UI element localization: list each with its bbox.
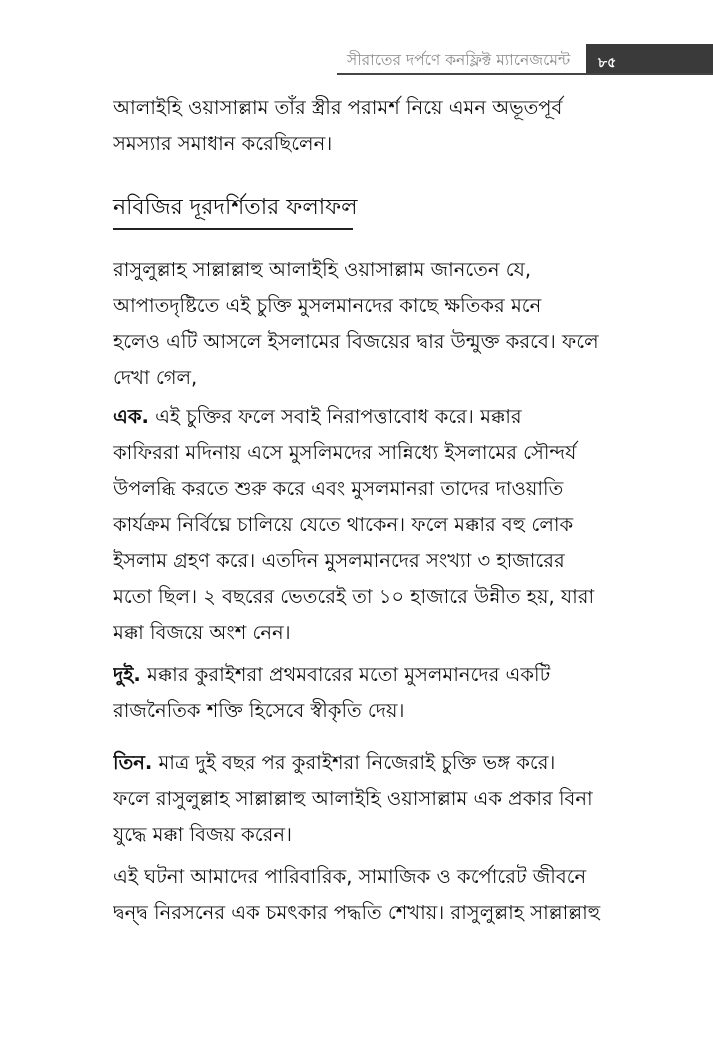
body-line bbox=[113, 748, 615, 778]
body-line: ফলে রাসুলুল্লাহ সাল্লাল্লাহু আলাইহি ওয়াসাল্লাম এক প্রকার বিনা bbox=[113, 787, 593, 810]
body-line: ইসলাম গ্রহণ করে। এতদিন মুসলমানদের সংখ্যা ৩ হাজারের bbox=[113, 549, 565, 572]
body-line bbox=[113, 402, 615, 432]
body-line: আপাতদৃষ্টিতে এই চুক্তি মুসলমানদের কাছে ক্ষতিকর মনে bbox=[113, 294, 542, 317]
body-line bbox=[113, 660, 615, 690]
body-line: রাসুলুল্লাহ সাল্লাল্লাহু আলাইহি ওয়াসাল্লাম জানতেন যে, bbox=[113, 258, 532, 281]
body-line: এই ঘটনা আমাদের পারিবারিক, সামাজিক ও কর্পোরেট জীবনে bbox=[113, 865, 587, 888]
running-header bbox=[337, 44, 713, 74]
body-line: উপলব্ধি করতে শুরু করে এবং মুসলমানরা তাদের দাওয়াতি bbox=[113, 477, 564, 500]
body-line: মক্কা বিজয়ে অংশ নেন। bbox=[113, 621, 291, 644]
body-line: যুদ্ধে মক্কা বিজয় করেন। bbox=[113, 823, 292, 846]
body-line: সমস্যার সমাধান করেছিলেন। bbox=[113, 132, 333, 155]
body-line: কার্যক্রম নির্বিঘ্নে চালিয়ে যেতে থাকেন। ফলে মক্কার বহু লোক bbox=[113, 513, 574, 536]
heading-underline bbox=[113, 228, 353, 230]
header-rule bbox=[337, 73, 713, 75]
point-text: এই চুক্তির ফলে সবাই নিরাপত্তাবোধ করে। মক্কার bbox=[148, 405, 522, 428]
page-number: ৮৫ bbox=[598, 55, 617, 71]
point-label: তিন. bbox=[113, 751, 153, 774]
page-number-box bbox=[586, 44, 713, 73]
body-line: দেখা গেল, bbox=[113, 366, 198, 389]
section-heading: নবিজির দূরদর্শিতার ফলাফল bbox=[113, 195, 358, 220]
body-line: আলাইহি ওয়াসাল্লাম তাঁর স্ত্রীর পরামর্শ নিয়ে এমন অভূতপূর্ব bbox=[113, 96, 563, 119]
body-line: দ্বন্দ্ব নিরসনের এক চমৎকার পদ্ধতি শেখায়। রাসুলুল্লাহ সাল্লাল্লাহু bbox=[113, 901, 601, 924]
point-label: এক. bbox=[113, 405, 149, 428]
body-line: মতো ছিল। ২ বছরের ভেতরেই তা ১০ হাজারে উন্নীত হয়, যারা bbox=[113, 585, 595, 608]
body-line: রাজনৈতিক শক্তি হিসেবে স্বীকৃতি দেয়। bbox=[113, 699, 405, 722]
body-line: কাফিররা মদিনায় এসে মুসলিমদের সান্নিধ্যে ইসলামের সৌন্দর্য bbox=[113, 441, 577, 464]
book-title: সীরাতের দর্পণে কনফ্লিক্ট ম্যানেজমেন্ট bbox=[347, 51, 571, 69]
body-line: হলেও এটি আসলে ইসলামের বিজয়ের দ্বার উন্মুক্ত করবে। ফলে bbox=[113, 330, 599, 353]
point-text: মাত্র দুই বছর পর কুরাইশরা নিজেরাই চুক্তি ভঙ্গ করে। bbox=[152, 751, 556, 774]
point-label: দুই. bbox=[113, 663, 141, 686]
point-text: মক্কার কুরাইশরা প্রথমবারের মতো মুসলমানদের একটি bbox=[140, 663, 551, 686]
